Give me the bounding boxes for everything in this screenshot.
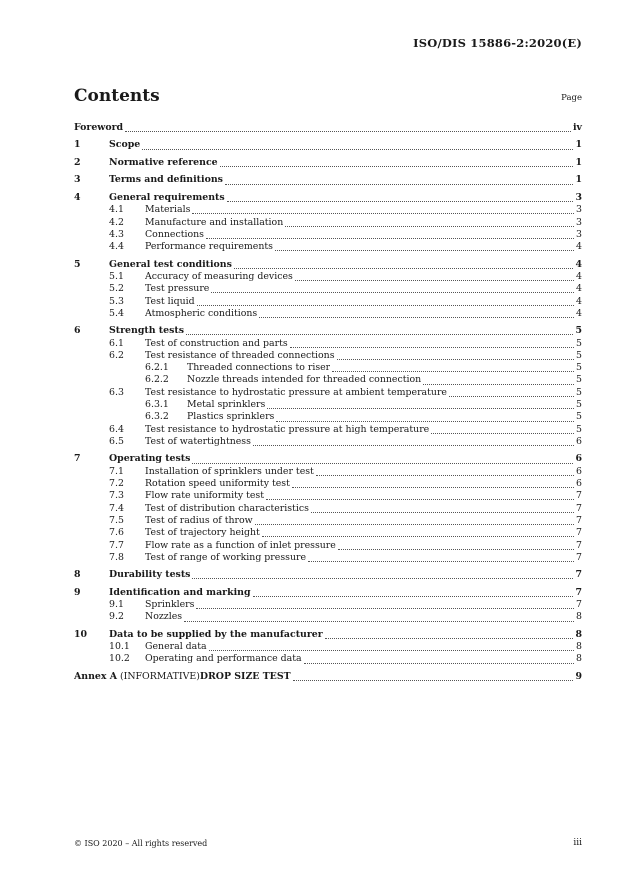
toc-entry[interactable]	[74, 217, 582, 229]
toc-entry[interactable]	[74, 241, 582, 253]
toc-entry-page: 3	[575, 191, 582, 203]
toc-entry[interactable]	[74, 515, 582, 527]
toc-entry[interactable]	[74, 229, 582, 241]
toc-entry[interactable]	[74, 374, 582, 386]
toc-entry-title: Installation of sprinklers under test	[145, 465, 314, 477]
dot-leader	[449, 395, 574, 397]
toc-entry-page: 3	[576, 228, 582, 240]
toc-entry-title: Flow rate uniformity test	[145, 490, 265, 502]
toc-entry-title: Sprinklers	[145, 599, 195, 611]
dot-leader	[295, 279, 574, 281]
toc-entry-page: 5	[576, 374, 582, 386]
toc-entry-title: Data to be supplied by the manufacturer	[109, 628, 323, 640]
toc-entry-number: 8	[74, 569, 81, 581]
toc-entry-title: Atmospheric conditions	[145, 307, 258, 319]
toc-entry-number: 9.2	[109, 611, 124, 623]
toc-entry-page: 5	[576, 386, 582, 398]
dot-leader	[234, 267, 574, 269]
toc-entry-number: 7.2	[109, 478, 124, 490]
toc-entry[interactable]	[74, 466, 582, 478]
dot-leader	[292, 486, 574, 488]
page-column-label: Page	[561, 93, 582, 103]
toc-entry-number: 1	[74, 139, 81, 151]
toc-entry[interactable]	[74, 122, 582, 134]
toc-entry-number: 5	[74, 258, 81, 270]
toc-entry-number: 3	[74, 174, 81, 186]
dot-leader	[206, 237, 574, 239]
toc-entry-title: Rotation speed uniformity test	[145, 478, 290, 490]
toc-entry[interactable]	[74, 424, 582, 436]
toc-entry-title: Test liquid	[145, 295, 195, 307]
toc-entry-page: 5	[576, 423, 582, 435]
toc-entry-title: Test pressure	[145, 283, 210, 295]
dot-leader	[304, 662, 574, 664]
toc-entry-number: 10.1	[109, 641, 130, 653]
toc-entry-title: Strength tests	[109, 325, 184, 337]
dot-leader	[186, 333, 574, 335]
toc-entry-number: 5.1	[109, 270, 124, 282]
dot-leader	[192, 462, 573, 464]
dot-leader	[192, 577, 573, 579]
toc-entry-number: 6.3.2	[145, 411, 169, 423]
toc-entry-title: Test of construction and parts	[145, 337, 288, 349]
page-number: iii	[573, 838, 582, 848]
toc-entry-number: 6.4	[109, 423, 124, 435]
toc-entry-title: Test resistance to hydrostatic pressure at high temperature	[145, 423, 430, 435]
toc-entry-title: General test conditions	[109, 258, 232, 270]
toc-entry[interactable]	[74, 338, 582, 350]
toc-entry-page: 4	[576, 270, 582, 282]
toc-entry-page: 8	[575, 628, 582, 640]
toc-entry[interactable]	[74, 478, 582, 490]
toc-entry-page: 5	[576, 399, 582, 411]
dot-leader	[325, 637, 574, 639]
toc-entry-page: 8	[576, 641, 582, 653]
dot-leader	[293, 679, 574, 681]
toc-entry-title: Manufacture and installation	[145, 216, 284, 228]
toc-entry[interactable]	[74, 611, 582, 623]
toc-entry-title: Scope	[109, 139, 141, 151]
toc-entry-title: Test of radius of throw	[145, 514, 253, 526]
document-identifier: ISO/DIS 15886-2:2020(E)	[413, 36, 582, 50]
toc-entry-number: 5.4	[109, 307, 124, 319]
toc-entry-page: 4	[576, 241, 582, 253]
toc-entry-page: 6	[576, 435, 582, 447]
toc-entry-page: 1	[575, 139, 582, 151]
toc-entry-title: Normative reference	[109, 156, 218, 168]
toc-entry-number: 10	[74, 628, 88, 640]
toc-entry[interactable]	[74, 503, 582, 515]
toc-entry[interactable]	[74, 399, 582, 411]
toc-entry[interactable]	[74, 527, 582, 539]
dot-leader	[308, 560, 574, 562]
toc-entry[interactable]	[74, 259, 582, 271]
dot-leader	[332, 370, 574, 372]
toc-entry-title: Durability tests	[109, 569, 191, 581]
toc-entry[interactable]	[74, 653, 582, 665]
dot-leader	[192, 212, 574, 214]
toc-entry-page: 7	[575, 586, 582, 598]
dot-leader	[225, 183, 574, 185]
toc-entry-page: 3	[576, 204, 582, 216]
toc-entry-page: 5	[576, 349, 582, 361]
toc-entry-number: 7.6	[109, 527, 124, 539]
toc-entry[interactable]	[74, 271, 582, 283]
dot-leader	[211, 291, 574, 293]
dot-leader	[338, 548, 574, 550]
dot-leader	[197, 304, 574, 306]
dot-leader	[209, 649, 574, 651]
toc-entry-number: 6.2.2	[145, 374, 169, 386]
dot-leader	[220, 165, 574, 167]
dot-leader	[125, 130, 571, 132]
toc-entry-page: 7	[576, 539, 582, 551]
toc-entry-title: General requirements	[109, 191, 225, 203]
toc-entry-number: 4.3	[109, 228, 124, 240]
toc-entry-page: 8	[576, 653, 582, 665]
toc-entry-number: 10.2	[109, 653, 130, 665]
toc-entry-page: 7	[575, 569, 582, 581]
toc-entry-page: 5	[576, 411, 582, 423]
toc-entry-title: Performance requirements	[145, 241, 273, 253]
toc-entry-page: 7	[576, 514, 582, 526]
dot-leader	[316, 474, 574, 476]
toc-entry-title: Terms and definitions	[109, 174, 223, 186]
toc-entry[interactable]	[74, 587, 582, 599]
dot-leader	[423, 383, 574, 385]
toc-entry-title: Test of distribution characteristics	[145, 502, 309, 514]
toc-entry-number: 4.2	[109, 216, 124, 228]
toc-entry-number: 4.4	[109, 241, 124, 253]
toc-entry-page: 7	[576, 502, 582, 514]
toc-entry-page: 7	[576, 599, 582, 611]
dot-leader	[184, 620, 574, 622]
toc-entry-page: 7	[576, 527, 582, 539]
toc-entry-page: 4	[576, 283, 582, 295]
toc-entry-title: Operating tests	[109, 453, 191, 465]
toc-entry-number: 6.5	[109, 435, 124, 447]
toc-entry-page: 1	[575, 174, 582, 186]
dot-leader	[311, 511, 574, 513]
dot-leader	[276, 420, 574, 422]
toc-entry[interactable]	[74, 139, 582, 151]
dot-leader	[262, 535, 574, 537]
toc-entry-number: 9	[74, 586, 81, 598]
toc-entry-number: 6	[74, 325, 81, 337]
toc-entry-page: 5	[576, 362, 582, 374]
toc-entry[interactable]	[74, 174, 582, 186]
page-title: Contents	[74, 86, 160, 106]
dot-leader	[431, 432, 574, 434]
toc-entry[interactable]	[74, 283, 582, 295]
dot-leader	[266, 498, 574, 500]
toc-entry-page: 5	[576, 337, 582, 349]
toc-entry[interactable]	[74, 296, 582, 308]
toc-entry-number: 6.1	[109, 337, 124, 349]
toc-entry-number: 6.3	[109, 386, 124, 398]
toc-entry-page: 3	[576, 216, 582, 228]
toc-entry-page: 7	[576, 551, 582, 563]
copyright-notice: © ISO 2020 – All rights reserved	[74, 839, 208, 848]
toc-entry[interactable]	[74, 569, 582, 581]
toc-entry-number: 5.2	[109, 283, 124, 295]
toc-entry-title: Accuracy of measuring devices	[145, 270, 293, 282]
toc-entry-page: 4	[576, 307, 582, 319]
toc-entry-number: 2	[74, 156, 81, 168]
toc-entry-title: Test resistance of threaded connections	[145, 349, 335, 361]
toc-entry-title: Connections	[145, 228, 204, 240]
toc-entry-number: 4.1	[109, 204, 124, 216]
toc-entry[interactable]	[74, 362, 582, 374]
toc-entry-page: 8	[576, 611, 582, 623]
dot-leader	[285, 225, 574, 227]
dot-leader	[259, 316, 574, 318]
toc-entry[interactable]	[74, 490, 582, 502]
toc-entry-title: Test of trajectory height	[145, 527, 260, 539]
toc-entry-title: Flow rate as a function of inlet pressure	[145, 539, 336, 551]
toc-entry[interactable]	[74, 308, 582, 320]
dot-leader	[142, 148, 573, 150]
toc-entry-page: 5	[575, 325, 582, 337]
toc-entry-number: 7.4	[109, 502, 124, 514]
toc-entry-number: 5.3	[109, 295, 124, 307]
toc-entry-number: 7.3	[109, 490, 124, 502]
toc-entry-page: 4	[575, 258, 582, 270]
dot-leader	[255, 523, 574, 525]
toc-entry-number: 6.2	[109, 349, 124, 361]
toc-entry-title: General data	[145, 641, 207, 653]
toc-entry-title: Test of range of working pressure	[145, 551, 307, 563]
toc-entry[interactable]	[74, 453, 582, 465]
toc-entry[interactable]	[74, 325, 582, 337]
dot-leader	[337, 358, 574, 360]
table-of-contents	[74, 122, 582, 683]
toc-entry-page: 4	[576, 295, 582, 307]
toc-entry[interactable]	[74, 387, 582, 399]
toc-entry-number: 9.1	[109, 599, 124, 611]
toc-entry-number: 7.8	[109, 551, 124, 563]
toc-entry-page: 1	[575, 156, 582, 168]
toc-entry-number: 7.7	[109, 539, 124, 551]
dot-leader	[253, 444, 574, 446]
toc-entry[interactable]	[74, 350, 582, 362]
dot-leader	[196, 607, 574, 609]
dot-leader	[275, 249, 574, 251]
toc-entry[interactable]	[74, 192, 582, 204]
toc-entry[interactable]	[74, 599, 582, 611]
toc-entry-page: 9	[575, 670, 582, 682]
toc-entry-title: Metal sprinklers	[187, 399, 266, 411]
toc-entry[interactable]	[74, 552, 582, 564]
toc-entry-title: Plastics sprinklers	[187, 411, 275, 423]
toc-entry-title: Foreword	[74, 122, 124, 133]
annex-title: DROP SIZE TEST	[199, 670, 291, 682]
toc-entry[interactable]	[74, 540, 582, 552]
toc-entry-title: Nozzle threads intended for threaded connection	[187, 374, 422, 386]
toc-entry[interactable]	[74, 436, 582, 448]
toc-entry-title: Test resistance to hydrostatic pressure at ambient temperature	[145, 386, 447, 398]
toc-entry-page: iv	[572, 122, 582, 133]
toc-entry-page: 6	[576, 465, 582, 477]
dot-leader	[267, 407, 574, 409]
toc-entry-page: 6	[575, 453, 582, 465]
toc-entry-title: Threaded connections to riser	[187, 362, 331, 374]
toc-entry-title: Materials	[145, 204, 191, 216]
toc-entry-number: 7	[74, 453, 81, 465]
annex-type: (INFORMATIVE)	[117, 670, 200, 682]
toc-entry-title	[74, 671, 291, 683]
dot-leader	[227, 200, 574, 202]
dot-leader	[290, 346, 574, 348]
toc-entry[interactable]	[74, 204, 582, 216]
toc-entry-number: 7.5	[109, 514, 124, 526]
toc-entry-number: 6.3.1	[145, 399, 169, 411]
toc-entry[interactable]	[74, 411, 582, 423]
toc-entry-number: 4	[74, 191, 81, 203]
annex-label: Annex A	[74, 670, 117, 682]
toc-entry-page: 7	[576, 490, 582, 502]
toc-entry[interactable]	[74, 671, 582, 683]
toc-entry-title: Operating and performance data	[145, 653, 302, 665]
toc-entry-title: Test of watertightness	[145, 435, 251, 447]
toc-entry-number: 6.2.1	[145, 362, 169, 374]
toc-entry-title: Nozzles	[145, 611, 183, 623]
toc-entry-page: 6	[576, 478, 582, 490]
dot-leader	[253, 595, 574, 597]
toc-entry-title: Identification and marking	[109, 586, 251, 598]
toc-entry-number: 7.1	[109, 465, 124, 477]
toc-entry[interactable]	[74, 629, 582, 641]
toc-entry[interactable]	[74, 641, 582, 653]
toc-entry[interactable]	[74, 157, 582, 169]
